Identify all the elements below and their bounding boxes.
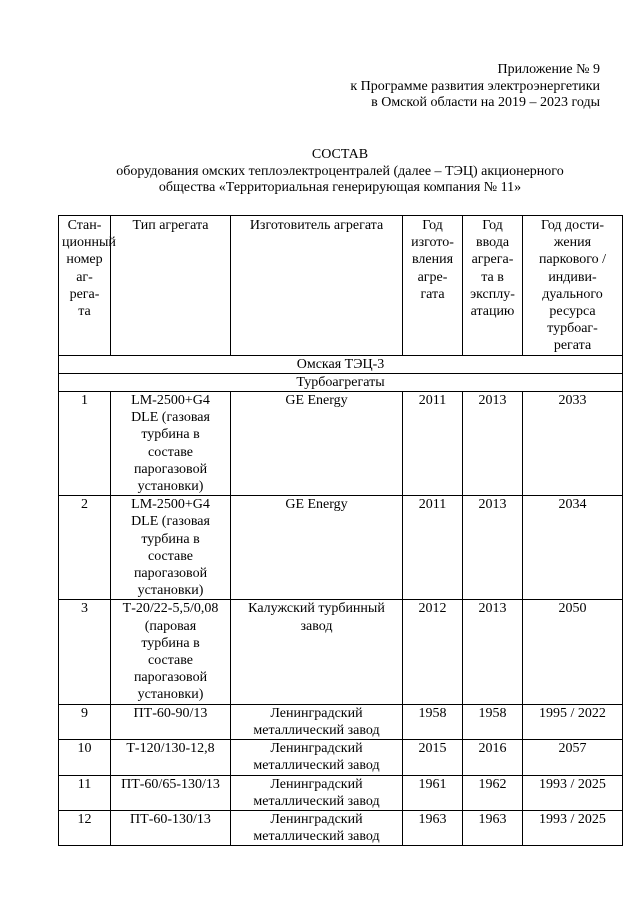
cell-line: Год дости- xyxy=(540,218,605,233)
cell-line: Т-20/22-5,5/0,08 xyxy=(122,601,219,617)
cell-line: составе xyxy=(147,548,194,564)
appendix-number: Приложение № 9 xyxy=(497,62,600,77)
equipment-table xyxy=(58,215,623,846)
cell-line: DLE (газовая xyxy=(131,410,210,426)
cell-line: GE Energy xyxy=(285,497,348,513)
cell-line: LM-2500+G4 xyxy=(131,393,210,409)
cell-year-manufactured: 1958 xyxy=(403,704,463,739)
cell-line: ционный xyxy=(62,235,116,251)
cell-line: регата xyxy=(553,338,592,354)
cell-year-commissioned: 2016 xyxy=(463,740,523,775)
title-line-2: общества «Территориальная генерирующая компания № 11» xyxy=(158,180,522,195)
cell-line: турбина в xyxy=(141,531,200,547)
cell-line: Калужский турбинный xyxy=(248,601,385,617)
cell-year-commissioned: 2013 xyxy=(463,496,523,600)
appendix-region-period: в Омской области на 2019 – 2023 годы xyxy=(371,95,600,110)
cell-station-number: 3 xyxy=(59,600,111,704)
cell-line: Ленинградский xyxy=(270,741,363,757)
cell-line: аг- xyxy=(76,269,93,285)
cell-line: Стан- xyxy=(67,218,102,233)
cell-unit-type xyxy=(111,704,231,739)
cell-year-manufactured: 2015 xyxy=(403,740,463,775)
cell-station-number: 12 xyxy=(59,810,111,845)
cell-line: установки) xyxy=(137,479,204,495)
cell-manufacturer xyxy=(231,775,403,810)
cell-manufacturer xyxy=(231,496,403,600)
cell-line: металлический завод xyxy=(253,793,380,809)
cell-year-resource: 1995 / 2022 xyxy=(523,704,623,739)
cell-manufacturer xyxy=(231,392,403,496)
cell-unit-type xyxy=(111,496,231,600)
cell-line: парогазовой xyxy=(133,670,208,686)
cell-line: та в xyxy=(481,269,504,285)
cell-line: индиви- xyxy=(548,269,597,285)
cell-line: Ленинградский xyxy=(270,705,363,721)
group-row xyxy=(59,373,623,391)
cell-line: металлический завод xyxy=(253,722,380,738)
cell-line: турбина в xyxy=(141,635,200,651)
header-manufacturer xyxy=(231,216,403,356)
cell-line: металлический завод xyxy=(253,758,380,774)
table-header-row xyxy=(59,216,623,356)
cell-line: атацию xyxy=(470,304,515,320)
plant-name: Омская ТЭЦ-3 xyxy=(59,355,623,373)
cell-line: ПТ-60-130/13 xyxy=(130,811,211,827)
cell-line: LM-2500+G4 xyxy=(131,497,210,513)
cell-line: Тип агрегата xyxy=(132,218,209,233)
cell-line: DLE (газовая xyxy=(131,514,210,530)
cell-year-commissioned: 1962 xyxy=(463,775,523,810)
cell-year-commissioned: 1958 xyxy=(463,704,523,739)
cell-line: агре- xyxy=(417,269,448,285)
cell-year-commissioned: 1963 xyxy=(463,810,523,845)
cell-line: изгото- xyxy=(411,235,454,251)
cell-line: установки) xyxy=(137,583,204,599)
cell-line: парогазовой xyxy=(133,566,208,582)
cell-year-manufactured: 1963 xyxy=(403,810,463,845)
cell-line: составе xyxy=(147,444,194,460)
plant-row xyxy=(59,355,623,373)
table-row xyxy=(59,775,623,810)
group-name: Турбоагрегаты xyxy=(59,373,623,391)
cell-year-manufactured: 2011 xyxy=(403,392,463,496)
cell-year-resource: 2050 xyxy=(523,600,623,704)
cell-line: рега- xyxy=(69,286,100,302)
cell-line: эксплу- xyxy=(470,286,515,302)
cell-line: дуального xyxy=(542,286,603,302)
document-title xyxy=(58,147,622,197)
cell-line: Ленинградский xyxy=(270,776,363,792)
cell-station-number: 11 xyxy=(59,775,111,810)
cell-line: та xyxy=(78,304,91,320)
table-row xyxy=(59,600,623,704)
appendix-header xyxy=(350,62,600,112)
cell-line: ПТ-60-90/13 xyxy=(133,705,208,721)
cell-line: турбоаг- xyxy=(547,321,598,337)
cell-year-resource: 2033 xyxy=(523,392,623,496)
cell-unit-type xyxy=(111,775,231,810)
cell-year-commissioned: 2013 xyxy=(463,600,523,704)
header-year-manufactured xyxy=(403,216,463,356)
cell-line: Год xyxy=(482,218,503,233)
cell-line: составе xyxy=(147,653,194,669)
cell-line: металлический завод xyxy=(253,829,380,845)
cell-station-number: 2 xyxy=(59,496,111,600)
cell-manufacturer xyxy=(231,810,403,845)
header-unit-type xyxy=(111,216,231,356)
cell-station-number: 1 xyxy=(59,392,111,496)
title-heading: СОСТАВ xyxy=(311,147,369,162)
cell-line: установки) xyxy=(137,687,204,703)
cell-year-manufactured: 2012 xyxy=(403,600,463,704)
cell-station-number: 9 xyxy=(59,704,111,739)
cell-year-resource: 2034 xyxy=(523,496,623,600)
cell-line: завод xyxy=(300,618,333,634)
cell-line: агрега- xyxy=(471,252,514,268)
cell-year-manufactured: 1961 xyxy=(403,775,463,810)
cell-line: гата xyxy=(420,286,445,302)
header-station-number xyxy=(59,216,116,356)
table-row xyxy=(59,810,623,845)
cell-year-resource: 1993 / 2025 xyxy=(523,775,623,810)
cell-unit-type xyxy=(111,600,231,704)
title-line-1: оборудования омских теплоэлектроцентралей (далее – ТЭЦ) акционерного xyxy=(116,163,564,179)
cell-unit-type xyxy=(111,810,231,845)
cell-line: паркового / xyxy=(538,252,607,268)
cell-unit-type xyxy=(111,392,231,496)
cell-line: турбина в xyxy=(141,427,200,443)
cell-line: ресурса xyxy=(549,304,596,320)
cell-line: парогазовой xyxy=(133,461,208,477)
cell-line: Ленинградский xyxy=(270,811,363,827)
header-year-commissioned xyxy=(463,216,523,356)
cell-line: Изготовитель агрегата xyxy=(249,218,384,233)
cell-line: Год xyxy=(422,218,443,233)
cell-line: GE Energy xyxy=(285,393,348,409)
cell-year-resource: 2057 xyxy=(523,740,623,775)
cell-line: жения xyxy=(553,235,592,251)
appendix-program: к Программе развития электроэнергетики xyxy=(350,78,600,94)
cell-line: номер xyxy=(66,252,103,268)
cell-station-number: 10 xyxy=(59,740,111,775)
cell-unit-type xyxy=(111,740,231,775)
cell-year-commissioned: 2013 xyxy=(463,392,523,496)
table-row xyxy=(59,496,623,600)
cell-line: ПТ-60/65-130/13 xyxy=(121,776,220,792)
cell-manufacturer xyxy=(231,600,403,704)
cell-line: ввода xyxy=(475,235,510,251)
cell-line: (паровая xyxy=(144,618,197,634)
header-year-resource xyxy=(523,216,623,356)
cell-year-manufactured: 2011 xyxy=(403,496,463,600)
cell-line: Т-120/130-12,8 xyxy=(126,741,215,757)
table-row xyxy=(59,704,623,739)
cell-line: вления xyxy=(411,252,454,268)
table-row xyxy=(59,740,623,775)
cell-manufacturer xyxy=(231,740,403,775)
table-row xyxy=(59,392,623,496)
cell-manufacturer xyxy=(231,704,403,739)
cell-year-resource: 1993 / 2025 xyxy=(523,810,623,845)
